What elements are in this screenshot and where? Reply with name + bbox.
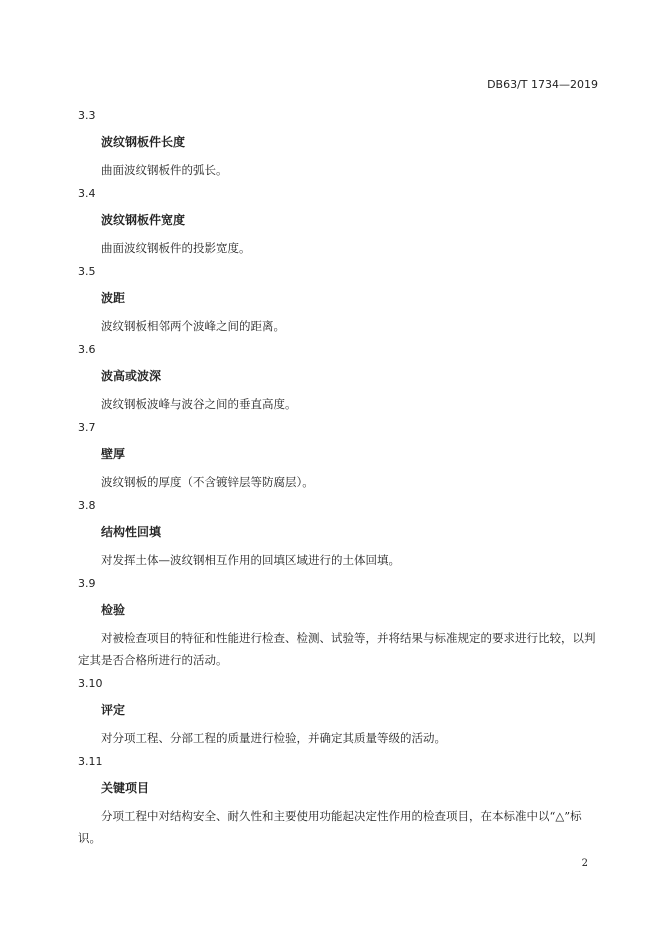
page-number: 2: [581, 858, 588, 869]
term-entry-3-11: [78, 754, 598, 849]
term-entry-3-10: [78, 676, 598, 749]
term-entry-3-6: [78, 342, 598, 415]
term-title: 波距: [101, 291, 126, 305]
term-definition: 对分项工程、分部工程的质量进行检验，并确定其质量等级的活动。: [101, 731, 446, 745]
term-title: 检验: [101, 603, 126, 617]
clause-number: 3.9: [78, 577, 96, 590]
term-entry-3-7: [78, 420, 598, 493]
clause-number: 3.8: [78, 499, 96, 512]
term-entry-3-4: [78, 186, 598, 259]
clause-number: 3.7: [78, 421, 96, 434]
term-title: 结构性回填: [101, 525, 162, 539]
term-title: 壁厚: [101, 447, 126, 461]
clause-number: 3.5: [78, 265, 96, 278]
term-definition: 对被检查项目的特征和性能进行检查、检测、试验等，并将结果与标准规定的要求进行比较，以判定其是否合格所进行的活动。: [78, 631, 596, 667]
term-entry-3-5: [78, 264, 598, 337]
term-definition: 波纹钢板相邻两个波峰之间的距离。: [101, 319, 285, 333]
term-definition: 曲面波纹钢板件的投影宽度。: [101, 241, 251, 255]
term-title: 波纹钢板件长度: [101, 135, 186, 149]
term-definition: 曲面波纹钢板件的弧长。: [101, 163, 228, 177]
term-entry-3-8: [78, 498, 598, 571]
clause-number: 3.6: [78, 343, 96, 356]
term-definition: 波纹钢板波峰与波谷之间的垂直高度。: [101, 397, 297, 411]
clause-number: 3.10: [78, 677, 103, 690]
term-definition: 对发挥土体—波纹钢相互作用的回填区域进行的土体回填。: [101, 553, 400, 567]
term-title: 波纹钢板件宽度: [101, 213, 186, 227]
term-definition: 分项工程中对结构安全、耐久性和主要使用功能起决定性作用的检查项目，在本标准中以“△”标识。: [78, 809, 582, 845]
term-entry-3-3: [78, 108, 598, 181]
header-divider: [78, 95, 598, 96]
term-definition: 波纹钢板的厚度（不含镀锌层等防腐层）。: [101, 475, 314, 489]
term-title: 评定: [101, 703, 126, 717]
term-title: 波高或波深: [101, 369, 162, 383]
document-code: DB63/T 1734—2019: [487, 78, 598, 91]
term-entry-3-9: [78, 576, 598, 671]
terms-list: [78, 108, 598, 854]
clause-number: 3.4: [78, 187, 96, 200]
clause-number: 3.3: [78, 109, 96, 122]
clause-number: 3.11: [78, 755, 103, 768]
term-title: 关键项目: [101, 781, 150, 795]
